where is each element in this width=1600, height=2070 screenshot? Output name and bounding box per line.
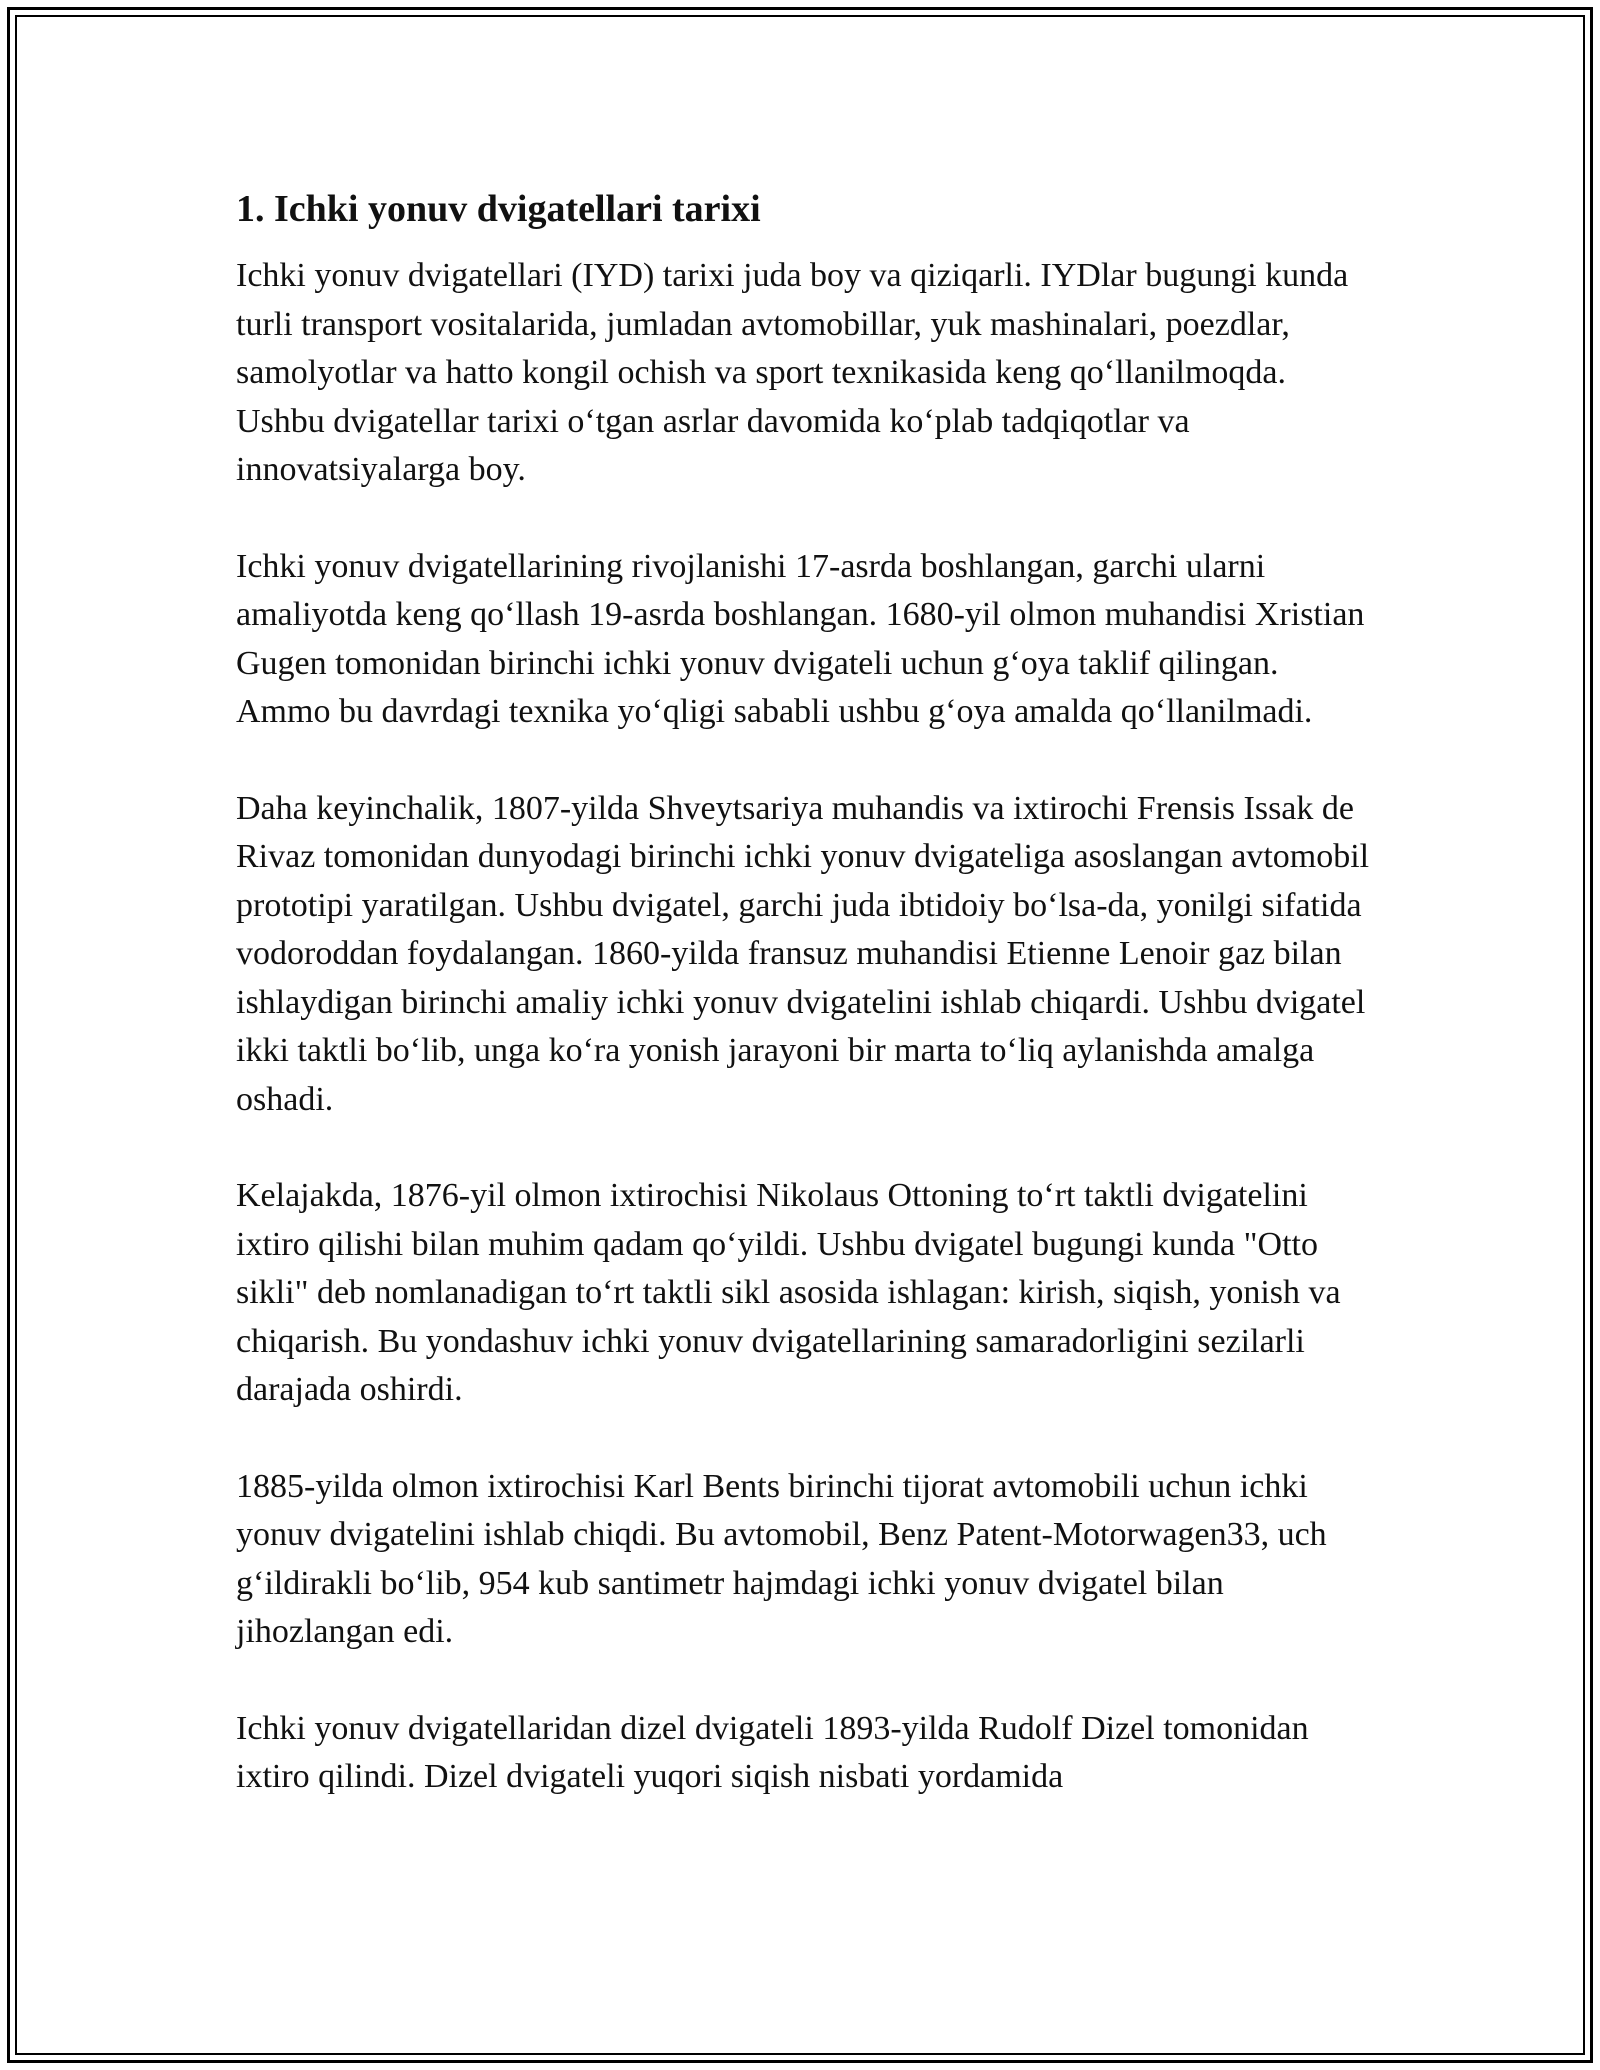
paragraph-17th-century: Ichki yonuv dvigatellarining rivojlanishi 17-asrda boshlangan, garchi ularni amaliyotda keng qo‘llash 19-asrda boshlangan. 1680-yil olmon muhandisi Xristian Gugen tomonidan birinchi ichki yonuv dvigateli uchun g‘oya taklif qilingan. Ammo bu davrdagi texnika yo‘qligi sababli ushbu g‘oya amalda qo‘llanilmadi. [236, 547, 1365, 730]
section-heading: 1. Ichki yonuv dvigatellari tarixi [236, 188, 761, 230]
page-content [236, 186, 1376, 1850]
paragraph-intro: Ichki yonuv dvigatellari (IYD) tarixi juda boy va qiziqarli. IYDlar bugungi kunda turli transport vositalarida, jumladan avtomobillar, yuk mashinalari, poezdlar, samolyotlar va hatto kongil ochish va sport texnikasida keng qo‘llanilmoqda. Ushbu dvigatellar tarixi o‘tgan asrlar davomida ko‘plab tadqiqotlar va innovatsiyalarga boy. [236, 257, 1349, 488]
paragraph-1807-rivaz: Daha keyinchalik, 1807-yilda Shveytsariya muhandis va ixtirochi Frensis Issak de Rivaz tomonidan dunyodagi birinchi ichki yonuv dvigateliga asoslangan avtomobil prototipi yaratilgan. Ushbu dvigatel, garchi juda ibtidoiy bo‘lsa-da, yonilgi sifatida vodoroddan foydalangan. 1860-yilda fransuz muhandisi Etienne Lenoir gaz bilan ishlaydigan birinchi amaliy ichki yonuv dvigatelini ishlab chiqardi. Ushbu dvigatel ikki taktli bo‘lib, unga ko‘ra yonish jarayoni bir marta to‘liq aylanishda amalga oshadi. [236, 789, 1370, 1118]
paragraph-1893-diesel: Ichki yonuv dvigatellaridan dizel dvigateli 1893-yilda Rudolf Dizel tomonidan ixtiro qilindi. Dizel dvigateli yuqori siqish nisbati yordamida [236, 1709, 1309, 1795]
paragraph-1885-benz: 1885-yilda olmon ixtirochisi Karl Bents birinchi tijorat avtomobili uchun ichki yonuv dvigatelini ishlab chiqdi. Bu avtomobil, Benz Patent-Motorwagen33, uch g‘ildirakli bo‘lib, 954 kub santimetr hajmdagi ichki yonuv dvigatel bilan jihozlangan edi. [236, 1467, 1327, 1650]
paragraph-1876-otto: Kelajakda, 1876-yil olmon ixtirochisi Nikolaus Ottoning to‘rt taktli dvigatelini ixtiro qilishi bilan muhim qadam qo‘yildi. Ushbu dvigatel bugungi kunda "Otto sikli" deb nomlanadigan to‘rt taktli sikl asosida ishlagan: kirish, siqish, yonish va chiqarish. Bu yondashuv ichki yonuv dvigatellarining samaradorligini sezilarli darajada oshirdi. [236, 1177, 1341, 1408]
